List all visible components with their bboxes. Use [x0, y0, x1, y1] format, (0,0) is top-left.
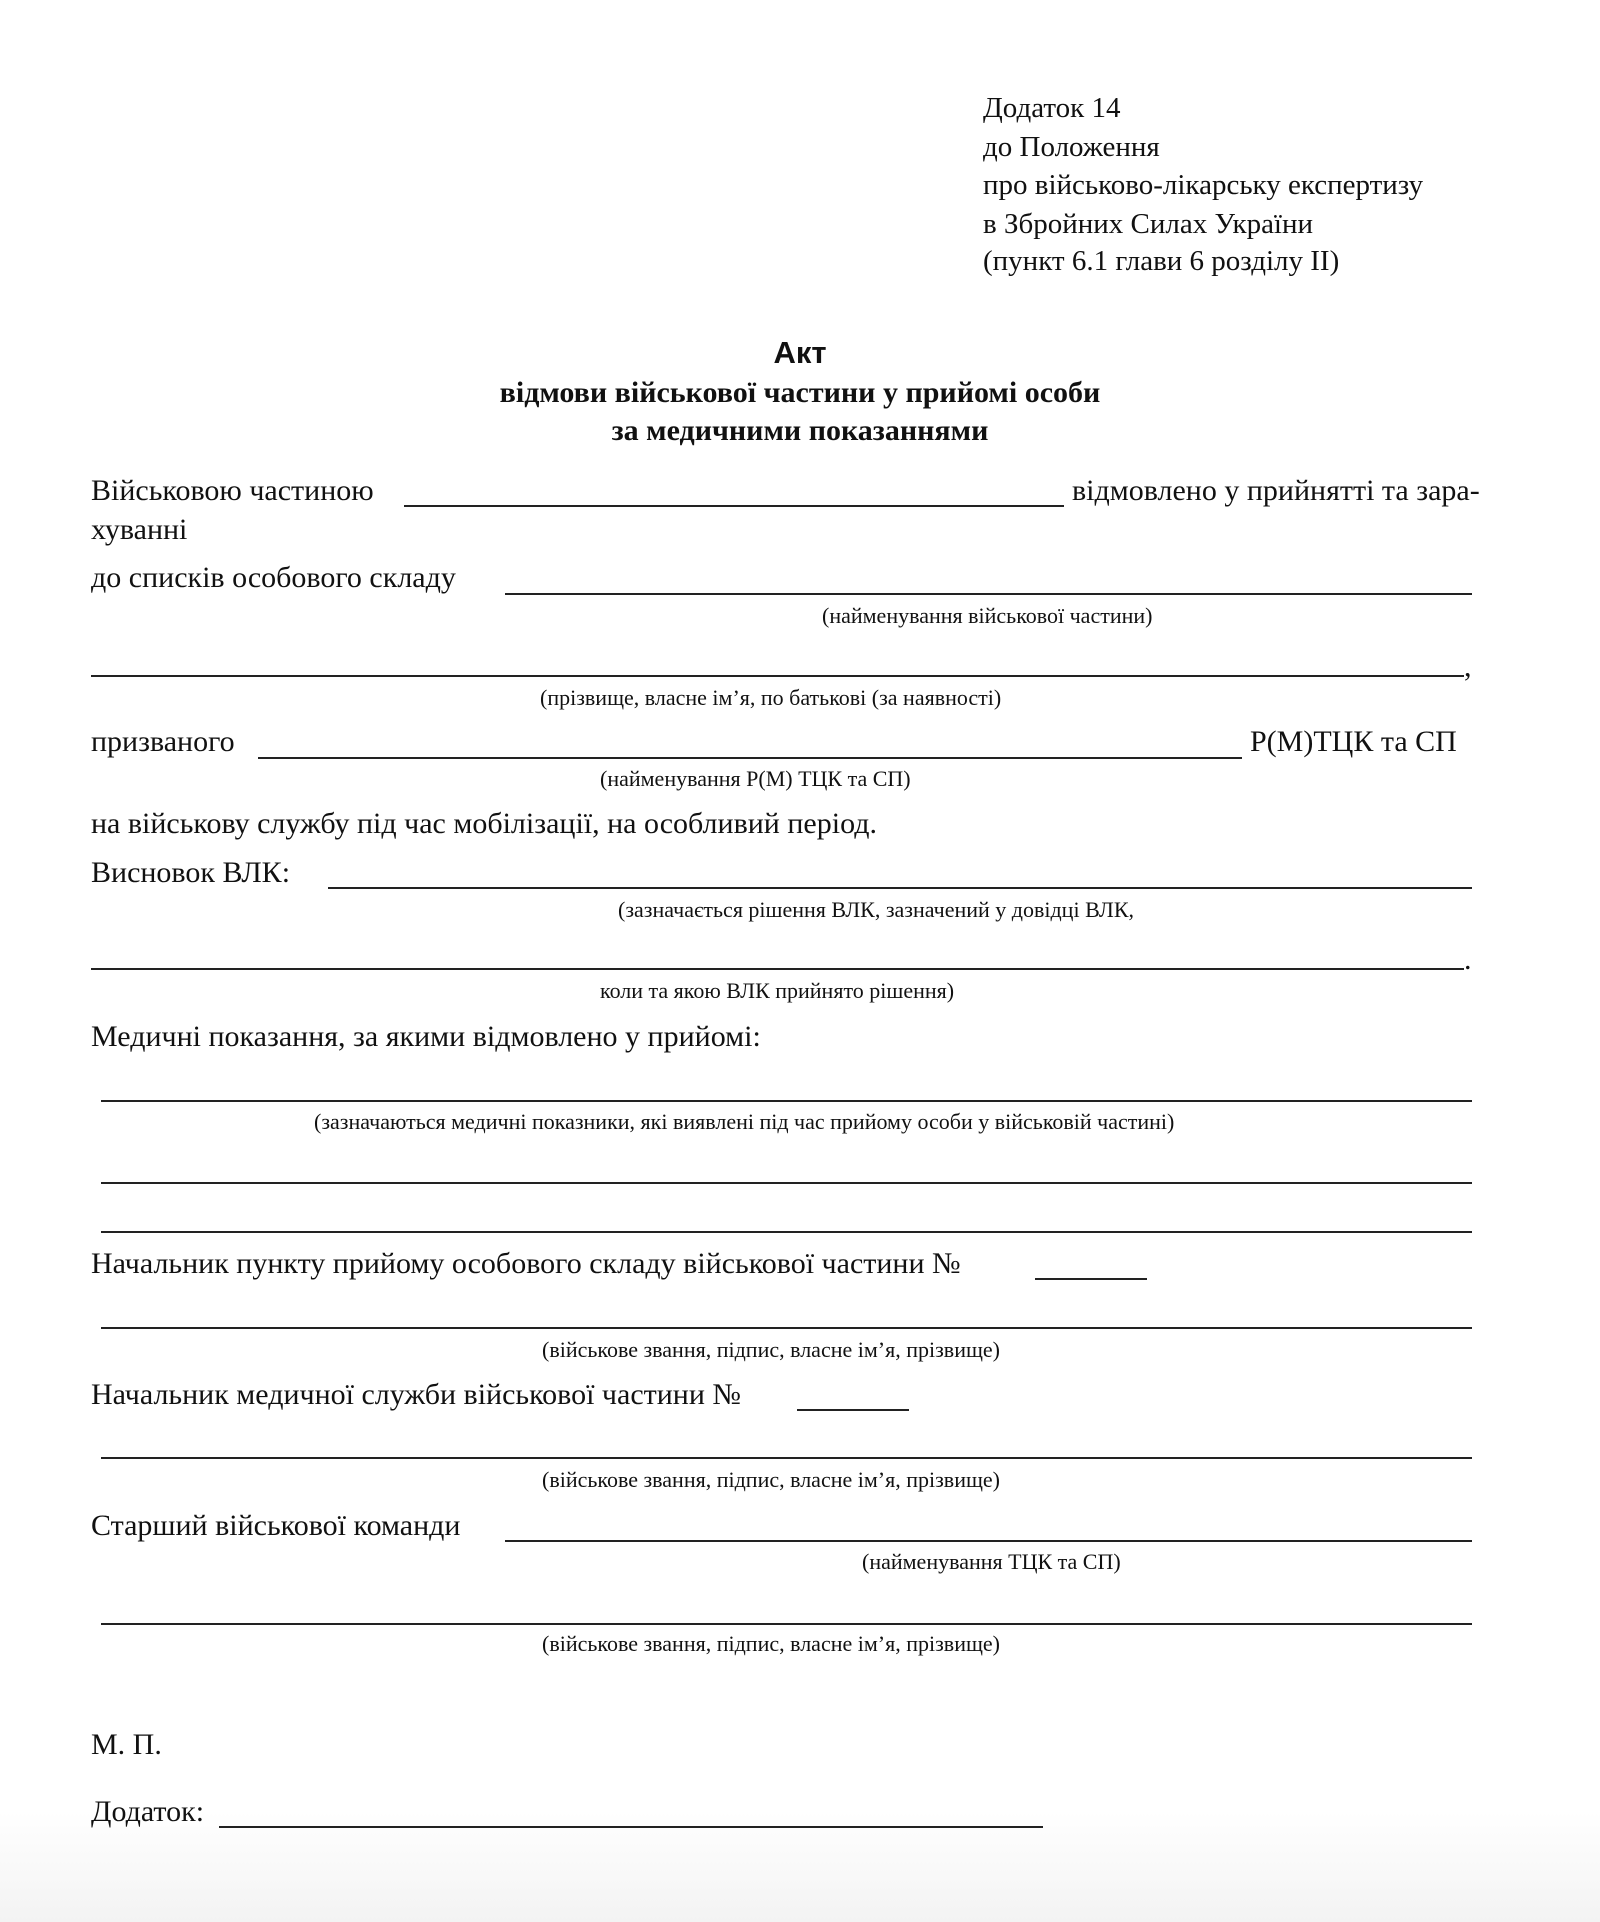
vlk-caption: (зазначається рішення ВЛК, зазначений у довідці ВЛК, — [618, 897, 1135, 922]
document-title: Акт — [773, 335, 827, 370]
attachment-label: Додаток: — [91, 1795, 205, 1828]
vlk-label: Висновок ВЛК: — [91, 856, 291, 889]
team-tcc-caption: (найменування ТЦК та СП) — [862, 1549, 1121, 1574]
service-text: на військову службу під час мобілізації, на особливий період. — [91, 807, 877, 840]
medical-chief-caption: (військове звання, підпис, власне ім’я, прізвище) — [542, 1467, 1000, 1492]
appendix-ref-line: до Положення — [983, 131, 1160, 163]
reception-chief-label: Начальник пункту прийому особового складу військової частини № — [91, 1247, 961, 1280]
unit-refusal-wrap: хуванні — [91, 513, 188, 546]
team-senior-label: Старший військової команди — [91, 1509, 461, 1542]
name-comma: , — [1464, 650, 1472, 683]
full-name-field[interactable] — [91, 675, 1464, 677]
medical-field[interactable] — [101, 1182, 1472, 1184]
medical-unit-number-field[interactable] — [797, 1409, 909, 1411]
reception-chief-caption: (військове звання, підпис, власне ім’я, прізвище) — [542, 1337, 1000, 1362]
vlk-field[interactable] — [328, 887, 1472, 889]
page-bottom-shadow — [0, 1812, 1600, 1922]
medical-field[interactable] — [101, 1231, 1472, 1233]
conscripted-label: призваного — [91, 725, 235, 758]
unit-name-caption: (найменування військової частини) — [822, 603, 1153, 628]
attachment-field[interactable] — [219, 1826, 1043, 1828]
appendix-number: Додаток 14 — [983, 92, 1121, 124]
unit-refusal-text: відмовлено у прийнятті та зара- — [1072, 474, 1480, 507]
vlk-period: . — [1464, 943, 1472, 976]
tcc-caption: (найменування Р(М) ТЦК та СП) — [600, 766, 911, 791]
appendix-ref-line: в Збройних Силах України — [983, 208, 1314, 240]
unit-name-field[interactable] — [505, 593, 1472, 595]
team-senior-caption: (військове звання, підпис, власне ім’я, прізвище) — [542, 1631, 1000, 1656]
team-tcc-field[interactable] — [505, 1540, 1472, 1542]
medical-chief-signature-field[interactable] — [101, 1457, 1472, 1459]
reception-unit-number-field[interactable] — [1035, 1278, 1147, 1280]
seal-place: М. П. — [91, 1728, 162, 1761]
medical-heading: Медичні показання, за якими відмовлено у прийомі: — [91, 1020, 761, 1053]
document-subtitle: за медичними показаннями — [611, 414, 989, 447]
medical-caption: (зазначаються медичні показники, які виявлені під час прийому особи у військовій частині) — [314, 1109, 1175, 1134]
medical-chief-label: Начальник медичної служби військової частини № — [91, 1378, 742, 1411]
full-name-caption: (прізвище, власне ім’я, по батькові (за наявності) — [540, 685, 1002, 710]
unit-field[interactable] — [404, 505, 1064, 507]
appendix-ref-line: про військово-лікарську експертизу — [983, 169, 1424, 201]
reception-chief-signature-field[interactable] — [101, 1327, 1472, 1329]
unit-label: Військовою частиною — [91, 474, 374, 507]
vlk-field-continued[interactable] — [91, 968, 1464, 970]
vlk-caption-continued: коли та якою ВЛК прийнято рішення) — [600, 978, 955, 1003]
medical-field[interactable] — [101, 1100, 1472, 1102]
team-senior-signature-field[interactable] — [101, 1623, 1472, 1625]
appendix-ref-line: (пункт 6.1 глави 6 розділу ІІ) — [983, 245, 1340, 277]
document-subtitle: відмови військової частини у прийомі особи — [499, 376, 1101, 409]
tcc-field[interactable] — [258, 757, 1242, 759]
tcc-suffix: Р(М)ТЦК та СП — [1250, 725, 1457, 758]
roster-label: до списків особового складу — [91, 561, 456, 594]
